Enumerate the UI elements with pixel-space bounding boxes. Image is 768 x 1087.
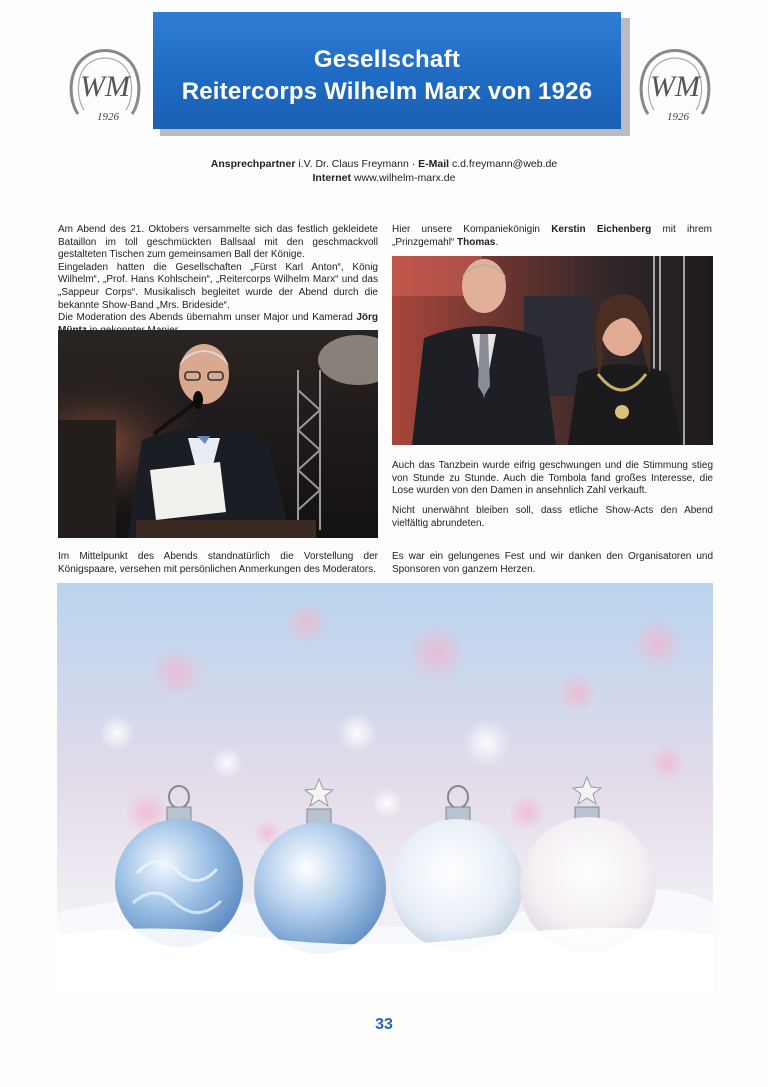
right-para-1: Auch das Tanzbein wurde eifrig geschwungen und die Stimmung stieg von Stunde zu Stunde. Auch die Tombola fand großes Interesse, die Lose wurden von den Damen in ansehnlich Zahl verkauft.: [392, 460, 713, 497]
internet-value[interactable]: www.wilhelm-marx.de: [351, 172, 456, 184]
logo-left-year: 1926: [97, 111, 119, 123]
logo-left-monogram: WM: [80, 70, 130, 103]
consort-name: Thomas: [457, 236, 496, 248]
email-value[interactable]: c.d.freymann@web.de: [449, 158, 558, 170]
logo-right-year: 1926: [667, 111, 689, 123]
right-intro: Hier unsere Kompaniekönigin Kerstin Eichenberg mit ihrem „Prinzgemahl“ Thomas.: [392, 224, 712, 248]
right-para-3: Es war ein gelungenes Fest und wir danken den Organisatoren und Sponsoren von ganzem Herzen.: [392, 551, 713, 575]
moderator-name: Jörg: [356, 312, 378, 324]
title-banner: [153, 12, 621, 129]
queen-name: Kerstin Eichenberg: [551, 224, 652, 235]
logo-right-monogram: WM: [650, 70, 700, 103]
club-logo-right: [634, 44, 716, 126]
left-intro-para-1: Am Abend des 21. Oktobers versammelte sich das festlich gekleidete Bataillon im toll geschmückten Ballsaal mit den geschmackvoll gestalteten Tischen zum gemeinsamen Ball der Könige.: [58, 224, 378, 261]
internet-label: Internet: [312, 172, 352, 184]
left-intro-para-2: Eingeladen hatten die Gesellschaften „Fürst Karl Anton“, König Wilhelm“, „Prof. Hans Kohlschein“, „Reitercorps Wilhelm Marx“ und das „Sappeur Corps“. Musikalisch begleitet wurde der Abend durch die bekannte Show-Band „Mrs. Brideside“.: [58, 261, 378, 311]
photo-moderator: [58, 330, 378, 538]
right-para-2: Nicht unerwähnt bleiben soll, dass etliche Show-Acts den Abend vielfältig abrundeten.: [392, 505, 713, 529]
left-caption: Im Mittelpunkt des Abends standnatürlich die Vorstellung der Königspaare, versehen mit persönlichen Anmerkungen des Moderators.: [58, 551, 378, 575]
contact-person-label: Ansprechpartner: [210, 158, 296, 170]
email-label: E-Mail: [418, 158, 450, 170]
left-intro-para-3: Die Moderation des Abends übernahm unser Major und Kamerad Jörg: [58, 312, 378, 337]
photo-royal-couple: [392, 256, 713, 445]
contact-line-1: [0, 157, 768, 171]
title-line-2: Reitercorps Wilhelm Marx von 1926: [181, 78, 593, 105]
page-number: 33: [375, 1016, 393, 1033]
title-line-1: Gesellschaft: [313, 46, 461, 73]
club-logo-left: [64, 44, 146, 126]
left-intro: [58, 224, 378, 337]
contact-person-value: i.V. Dr. Claus Freymann ·: [295, 158, 419, 170]
contact-block: [0, 157, 768, 185]
christmas-baubles-image: [57, 583, 713, 995]
contact-line-2: [0, 171, 768, 185]
